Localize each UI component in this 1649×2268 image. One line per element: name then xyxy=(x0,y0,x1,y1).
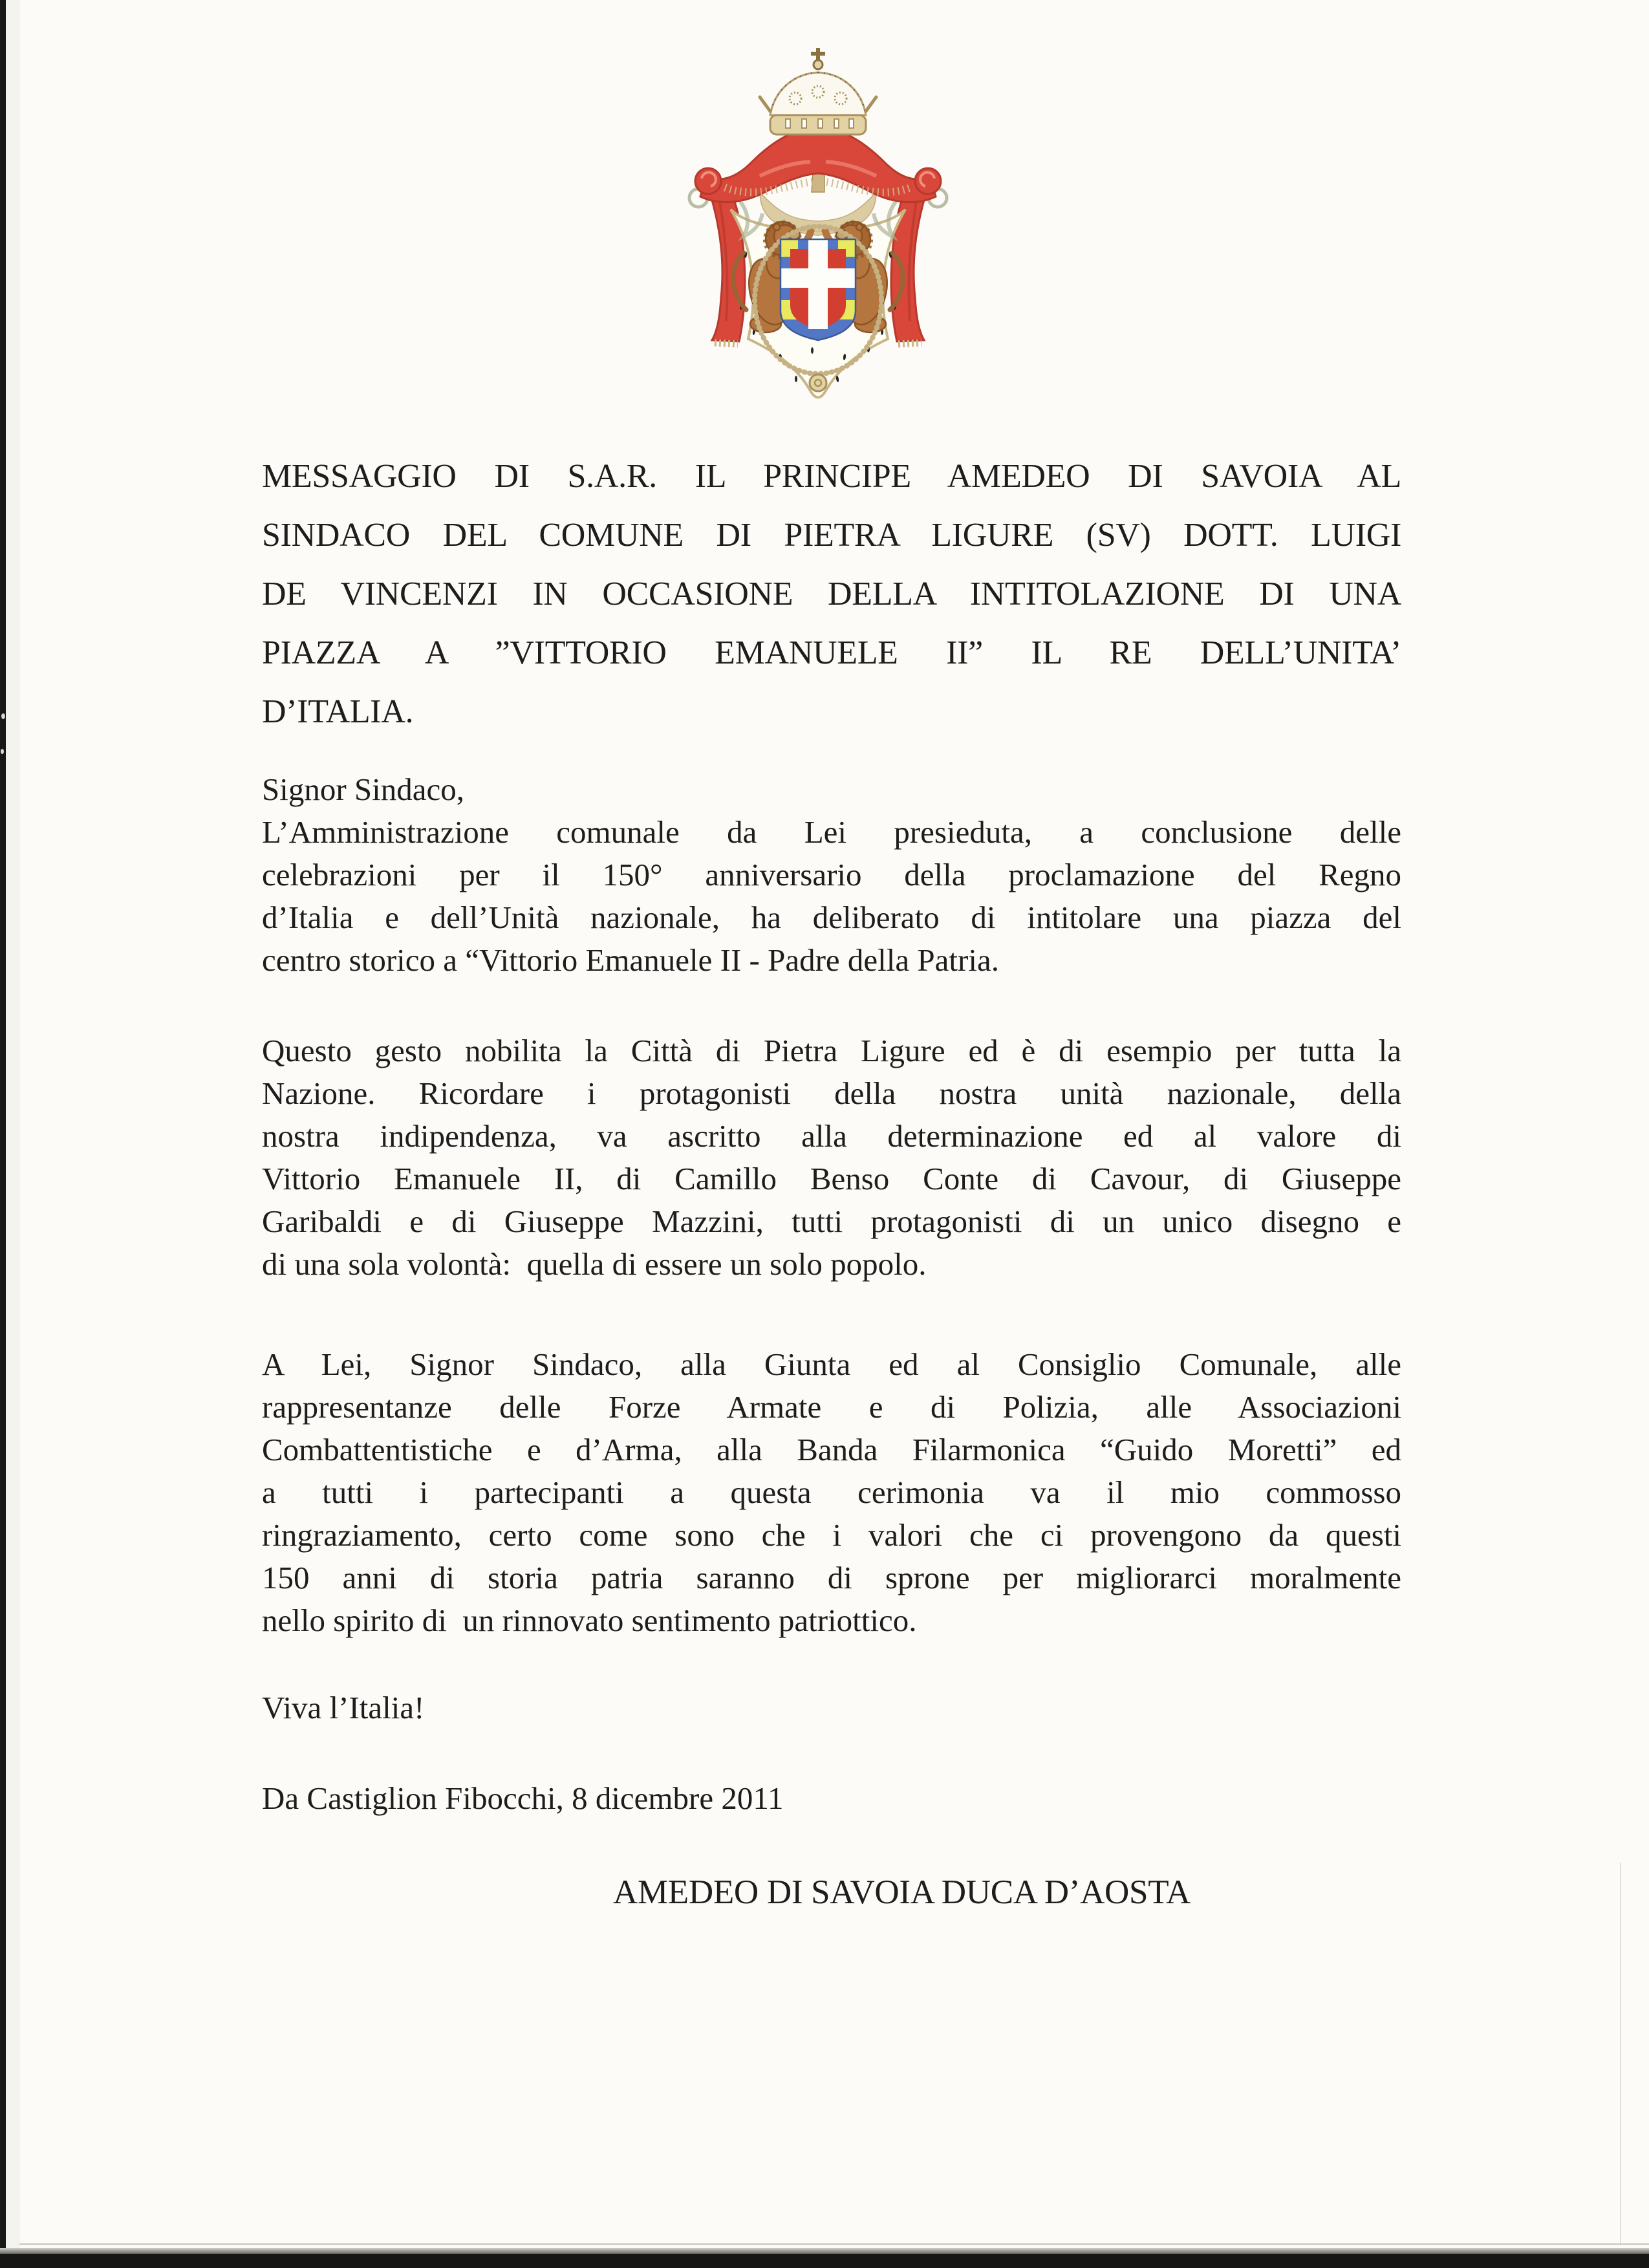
closing-line: Viva l’Italia! xyxy=(262,1690,425,1725)
scan-bottom-seam xyxy=(0,2248,1649,2254)
heading-line: MESSAGGIO DI S.A.R. IL PRINCIPE AMEDEO DI SAVOIA AL xyxy=(262,458,1401,495)
body-line: Combattentistiche e d’Arma, alla Banda Filarmonica “Guido Moretti” ed xyxy=(262,1432,1401,1467)
scan-page-edge-right xyxy=(1620,1863,1621,2244)
body-line: Vittorio Emanuele II, di Camillo Benso Conte di Cavour, di Giuseppe xyxy=(262,1161,1401,1196)
savoy-coat-of-arms-icon xyxy=(663,47,973,422)
scan-speck xyxy=(1,713,5,719)
heading-line: PIAZZA A ”VITTORIO EMANUELE II” IL RE DELL’UNITA’ xyxy=(262,634,1401,671)
body-line: Questo gesto nobilita la Città di Pietra Ligure ed è di esempio per tutta la xyxy=(262,1033,1401,1068)
scan-left-edge-gap xyxy=(6,0,20,2268)
body-line: A Lei, Signor Sindaco, alla Giunta ed al Consiglio Comunale, alle xyxy=(262,1346,1401,1382)
dateline-text: Da Castiglion Fibocchi, 8 dicembre 2011 xyxy=(262,1780,784,1816)
savoy-shield-icon xyxy=(781,239,856,340)
body-line: nello spirito di un rinnovato sentimento patriottico. xyxy=(262,1603,917,1638)
body-line: nostra indipendenza, va ascritto alla determinazione ed al valore di xyxy=(262,1118,1401,1154)
body-paragraph-2 xyxy=(262,1030,1401,1286)
salutation-line: Signor Sindaco, xyxy=(262,772,465,807)
body-line: 150 anni di storia patria saranno di sprone per migliorarci moralmente xyxy=(262,1560,1401,1595)
body-line: a tutti i partecipanti a questa cerimonia va il mio commosso xyxy=(262,1474,1401,1510)
closing-exclamation xyxy=(262,1687,1401,1729)
body-line: celebrazioni per il 150° anniversario della proclamazione del Regno xyxy=(262,857,1401,892)
signature-name: AMEDEO DI SAVOIA DUCA D’AOSTA xyxy=(613,1874,1191,1911)
dateline xyxy=(262,1777,1401,1820)
letter-heading xyxy=(262,447,1401,741)
body-line: di una sola volontà: quella di essere un solo popolo. xyxy=(262,1246,927,1282)
body-line: Garibaldi e di Giuseppe Mazzini, tutti protagonisti di un unico disegno e xyxy=(262,1204,1401,1239)
body-line: L’Amministrazione comunale da Lei presieduta, a conclusione delle xyxy=(262,814,1401,850)
scan-speck xyxy=(1,749,4,754)
body-line: centro storico a “Vittorio Emanuele II - Padre della Patria. xyxy=(262,942,999,978)
salutation-paragraph xyxy=(262,768,1401,982)
scan-page-edge-bottom xyxy=(19,2243,1649,2245)
crown-icon xyxy=(760,48,876,135)
scan-left-edge xyxy=(0,0,6,2268)
scan-bottom-edge xyxy=(0,2254,1649,2268)
heading-line: D’ITALIA. xyxy=(262,693,414,730)
body-line: ringraziamento, certo come sono che i valori che ci provengono da questi xyxy=(262,1517,1401,1553)
body-line: rappresentanze delle Forze Armate e di Polizia, alle Associazioni xyxy=(262,1389,1401,1425)
body-line: d’Italia e dell’Unità nazionale, ha deliberato di intitolare una piazza del xyxy=(262,900,1401,935)
body-paragraph-3 xyxy=(262,1343,1401,1642)
heading-line: DE VINCENZI IN OCCASIONE DELLA INTITOLAZIONE DI UNA xyxy=(262,576,1401,612)
body-line: Nazione. Ricordare i protagonisti della nostra unità nazionale, della xyxy=(262,1075,1401,1111)
heading-line: SINDACO DEL COMUNE DI PIETRA LIGURE (SV) DOTT. LUIGI xyxy=(262,517,1401,554)
